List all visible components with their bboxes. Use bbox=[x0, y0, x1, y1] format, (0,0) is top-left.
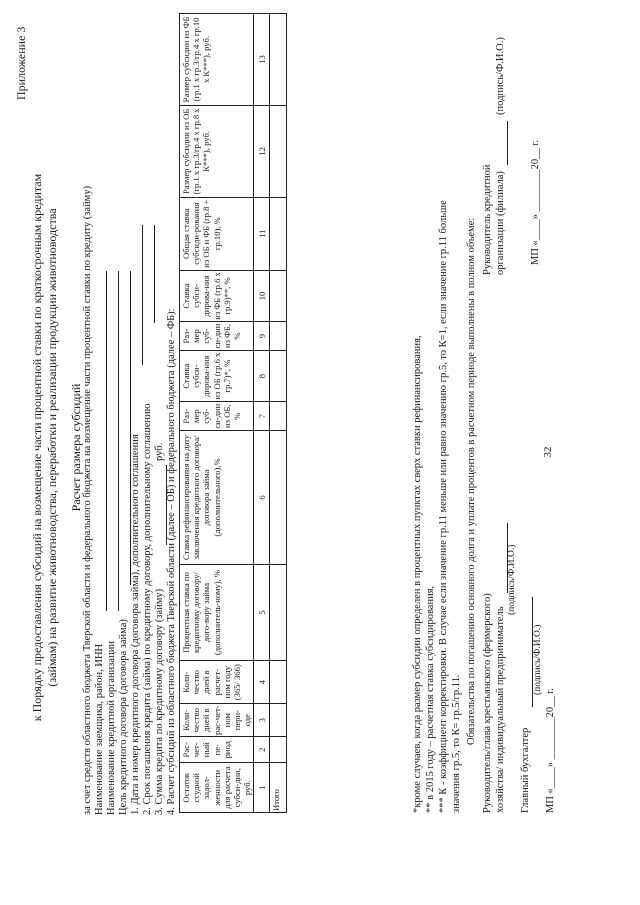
col-number-3: 3 bbox=[254, 704, 270, 737]
field-purpose: Цель кредитного договора (договора займа) bbox=[118, 619, 129, 815]
sign-head-caption: (подпись/Ф.И.О.) bbox=[507, 544, 517, 615]
col-number-5: 5 bbox=[254, 565, 270, 661]
col-header-2: Рас-чет-ный пе-риод bbox=[180, 737, 254, 763]
sign-bank-signature-line bbox=[507, 121, 508, 165]
sign-accountant-label: Главный бухгалтер bbox=[520, 727, 531, 813]
field-repayment-term: 2. Срок погашения кредита (займа) по кредитному договору, дополнительному соглашению bbox=[142, 403, 153, 815]
sign-head-line-1: Руководитель/глава крестьянского (фермерского) bbox=[482, 593, 493, 813]
col-number-9: 9 bbox=[254, 322, 270, 350]
total-cell bbox=[270, 737, 287, 763]
col-header-7: Раз-мер суб-си-дии из ОБ, % bbox=[180, 402, 254, 430]
total-cell bbox=[270, 14, 287, 106]
col-header-10: Ставка субси-дирова-ния из ФБ (гр.6 х гр.9)**, % bbox=[180, 270, 254, 322]
col-number-7: 7 bbox=[254, 402, 270, 430]
col-number-12: 12 bbox=[254, 105, 270, 197]
total-cell bbox=[270, 197, 287, 270]
total-cell bbox=[270, 430, 287, 564]
col-number-10: 10 bbox=[254, 270, 270, 322]
footnote-3: *** К - коэффициент корректировки. В случае если значение гр.11 меньше или равно значению гр.5, то К=1, если значение гр.11 больше bbox=[438, 200, 449, 813]
field-contract-date: 1. Дата и номер кредитного договора (договора займа), дополнительного соглашения bbox=[130, 434, 141, 815]
total-cell bbox=[270, 105, 287, 197]
field-credit-sum: 3. Сумма кредита по кредитному договору (займу) bbox=[154, 588, 165, 815]
col-header-1: Остаток ссудной задол-женности для расчета субси-дии, руб. bbox=[180, 763, 254, 813]
field-credit-org-line bbox=[118, 271, 119, 611]
field-borrower: Наименование заемщика, район, ИНН bbox=[94, 643, 105, 815]
calc-subtitle: за счет средств областного бюджета Тверской области и федерального бюджета на возмещение части процентной ставки по кредиту (займу) bbox=[82, 185, 93, 815]
col-number-13: 13 bbox=[254, 14, 270, 106]
field-credit-org: Наименование кредитной организации bbox=[106, 641, 117, 815]
col-header-9: Раз-мер суб-си-дии из ФБ, % bbox=[180, 322, 254, 350]
col-number-2: 2 bbox=[254, 737, 270, 763]
field-credit-sum-unit: руб. bbox=[154, 442, 165, 461]
field-borrower-line bbox=[106, 271, 107, 611]
heading-line-1: к Порядку предоставления субсидий на возмещение части процентной ставки по краткосрочным кредитам bbox=[30, 173, 44, 722]
col-header-6: Ставка рефинансирования на дату заключения кредитного договора/договора займа (дополнительного),% bbox=[180, 430, 254, 564]
total-cell bbox=[270, 661, 287, 704]
total-cell bbox=[270, 322, 287, 350]
field-subsidy-calc: 4. Расчет субсидий из областного бюджета Тверской области (далее – ОБ) и федерального бюджета (далее – ФБ): bbox=[166, 308, 177, 815]
total-cell bbox=[270, 350, 287, 402]
col-header-4: Коли-чество дней в расчет-ном году (365/ 366) bbox=[180, 661, 254, 704]
col-header-11: Общая ставка субсиди-рования из ОБ и ФБ (гр.8 + гр.10), % bbox=[180, 197, 254, 270]
sign-bank-line-1: Руководитель кредитной bbox=[482, 164, 493, 275]
total-cell bbox=[270, 270, 287, 322]
total-cell bbox=[270, 565, 287, 661]
subsidy-table bbox=[179, 13, 287, 813]
footnote-2: ** в 2015 году – расчетная ставка субсидирования, bbox=[425, 585, 436, 813]
col-number-1: 1 bbox=[254, 763, 270, 813]
total-label: Итого bbox=[270, 763, 287, 813]
mp-date-left: МП «____» ________20__ г. bbox=[545, 687, 556, 813]
col-header-8: Ставка субси-дирова-ния из ОБ (гр.6 х гр.7)*, % bbox=[180, 350, 254, 402]
table-number-row bbox=[254, 14, 270, 813]
table-header-row bbox=[180, 14, 254, 813]
col-header-3: Коли-чество дней в рас-чет-ном пери-оде bbox=[181, 705, 253, 735]
heading-line-2: (займам) на развитие животноводства, переработки и реализации продукции животноводства bbox=[45, 208, 59, 687]
page-number: 32 bbox=[542, 446, 554, 458]
sign-accountant-caption: (подпись/Ф.И.О.) bbox=[533, 624, 543, 695]
col-number-4: 4 bbox=[254, 661, 270, 704]
total-cell bbox=[270, 402, 287, 430]
col-number-8: 8 bbox=[254, 350, 270, 402]
table-total-row bbox=[270, 14, 287, 813]
obligations-text: Обязательства по погашению основного долга и уплате процентов в расчетном периоде выполнены в полном объеме: bbox=[466, 217, 477, 745]
calc-title: Расчет размера субсидий bbox=[69, 383, 83, 512]
sign-bank-caption: (подпись/Ф.И.О.) bbox=[495, 37, 506, 115]
col-number-11: 11 bbox=[254, 197, 270, 270]
col-number-6: 6 bbox=[254, 430, 270, 564]
footnote-1: *кроме случаев, когда размер субсидии определен в процентных пунктах сверх ставки рефинансирования, bbox=[412, 335, 423, 813]
col-header-12: Размер субсидии из ОБ (гр.1 х гр.3/гр.4 х гр.8 х К***), руб. bbox=[180, 105, 254, 197]
appendix-label: Приложение 3 bbox=[14, 26, 28, 100]
field-repayment-term-line bbox=[154, 225, 155, 323]
mp-date-right: МП «____» ________20__ г. bbox=[530, 139, 541, 265]
footnote-4: значения гр.5, то К= гр.5/гр.11. bbox=[451, 674, 462, 813]
col-header-5: Процентная ставка по кредитному договору/дого-вору займа (дополнитель-ному), % bbox=[180, 565, 254, 661]
col-header-13: Размер субсидии из ФБ (гр.1 х гр.3/гр.4 х гр.10 х К***), руб. bbox=[180, 14, 254, 106]
total-cell bbox=[270, 704, 287, 737]
sign-bank-line-2: организации (филиала) bbox=[495, 171, 506, 275]
field-contract-date-line bbox=[142, 225, 143, 365]
sign-head-line-2: хозяйства/ индивидуальный предприниматель bbox=[495, 606, 506, 813]
